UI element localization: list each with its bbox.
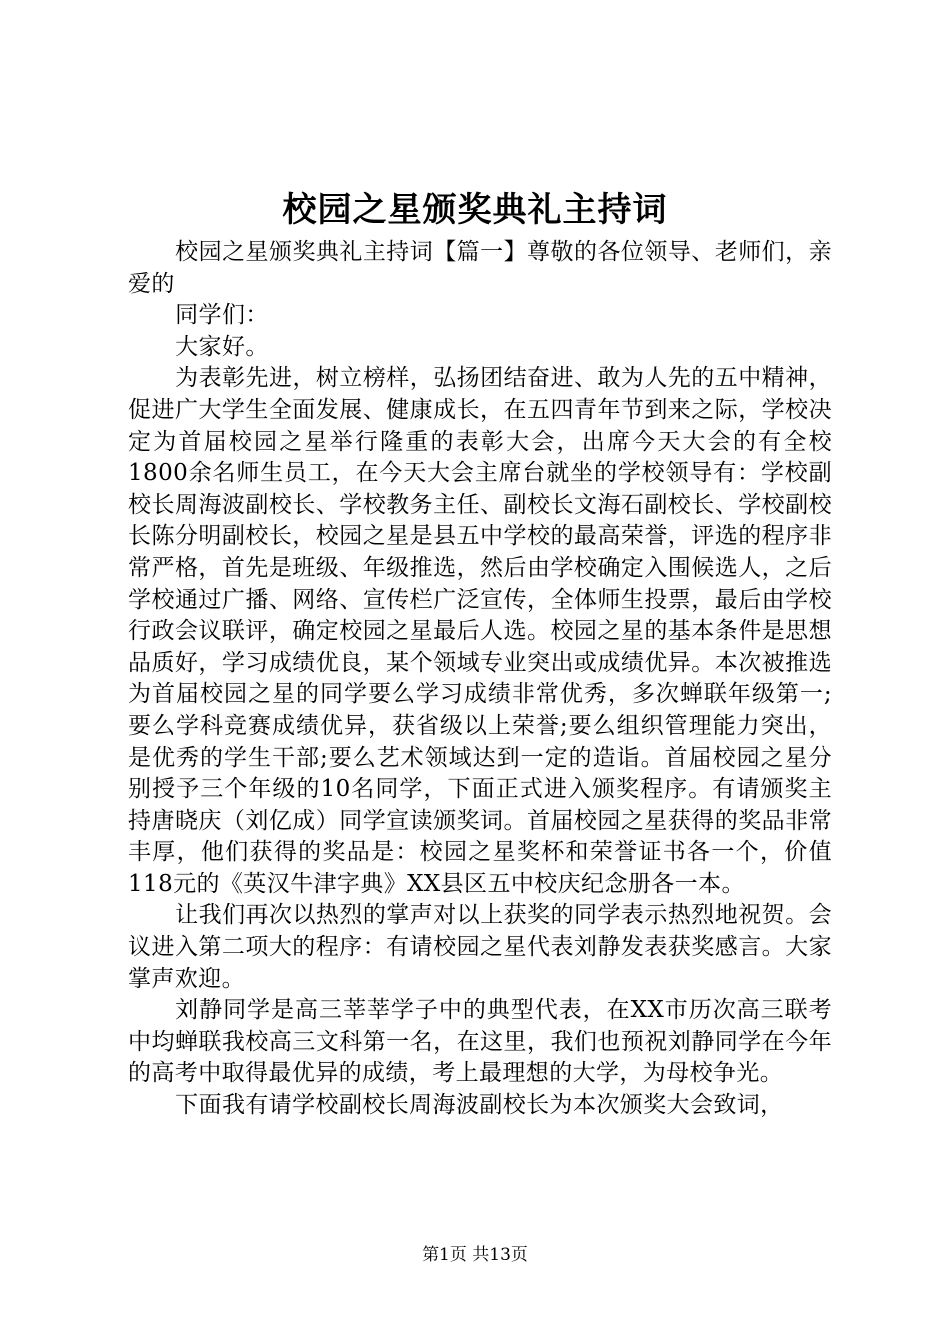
document-body xyxy=(128,237,832,1122)
paragraph: 下面我有请学校副校长周海波副校长为本次颁奖大会致词， xyxy=(175,1092,784,1119)
paragraph: 大家好。 xyxy=(175,333,269,360)
page-footer: 第1页 共13页 xyxy=(422,1245,528,1265)
paragraph: 为表彰先进，树立榜样，弘扬团结奋进、敢为人先的五中精神，促进广大学生全面发展、健康成长，在五四青年节到来之际，学校决定为首届校园之星举行隆重的表彰大会，出席今天大会的有全校1800余名师生员工，在今天大会主席台就坐的学校领导有：学校副校长周海波副校长、学校教务主任、副校长文海石副校长、学校副校长陈分明副校长，校园之星是县五中学校的最高荣誉，评选的程序非常严格，首先是班级、年级推选，然后由学校确定入围候选人，之后学校通过广播、网络、宣传栏广泛宣传，全体师生投票，最后由学校行政会议联评，确定校园之星最后人选。校园之星的基本条件是思想品质好，学习成绩优良，某个领域专业突出或成绩优异。本次被推选为首届校园之星的同学要么学习成绩非常优秀，多次蝉联年级第一;要么学科竞赛成绩优异，获省级以上荣誉;要么组织管理能力突出，是优秀的学生干部;要么艺术领域达到一定的造诣。首届校园之星分别授予三个年级的10名同学，下面正式进入颁奖程序。有请颁奖主持唐晓庆（刘亿成）同学宣读颁奖词。首届校园之星获得的奖品非常丰厚，他们获得的奖品是：校园之星奖杯和荣誉证书各一个，价值118元的《英汉牛津字典》XX县区五中校庆纪念册各一本。 xyxy=(128,365,832,897)
paragraph: 让我们再次以热烈的掌声对以上获奖的同学表示热烈地祝贺。会议进入第二项大的程序：有请校园之星代表刘静发表获奖感言。大家掌声欢迎。 xyxy=(128,902,832,992)
paragraph: 刘静同学是高三莘莘学子中的典型代表，在XX市历次高三联考中均蝉联我校高三文科第一名，在这里，我们也预祝刘静同学在今年的高考中取得最优异的成绩，考上最理想的大学，为母校争光。 xyxy=(128,997,832,1087)
paragraph: 校园之星颁奖典礼主持词【篇一】尊敬的各位领导、老师们，亲爱的 xyxy=(128,239,832,297)
document-title: 校园之星颁奖典礼主持词 xyxy=(282,190,668,230)
paragraph: 同学们： xyxy=(175,302,269,329)
